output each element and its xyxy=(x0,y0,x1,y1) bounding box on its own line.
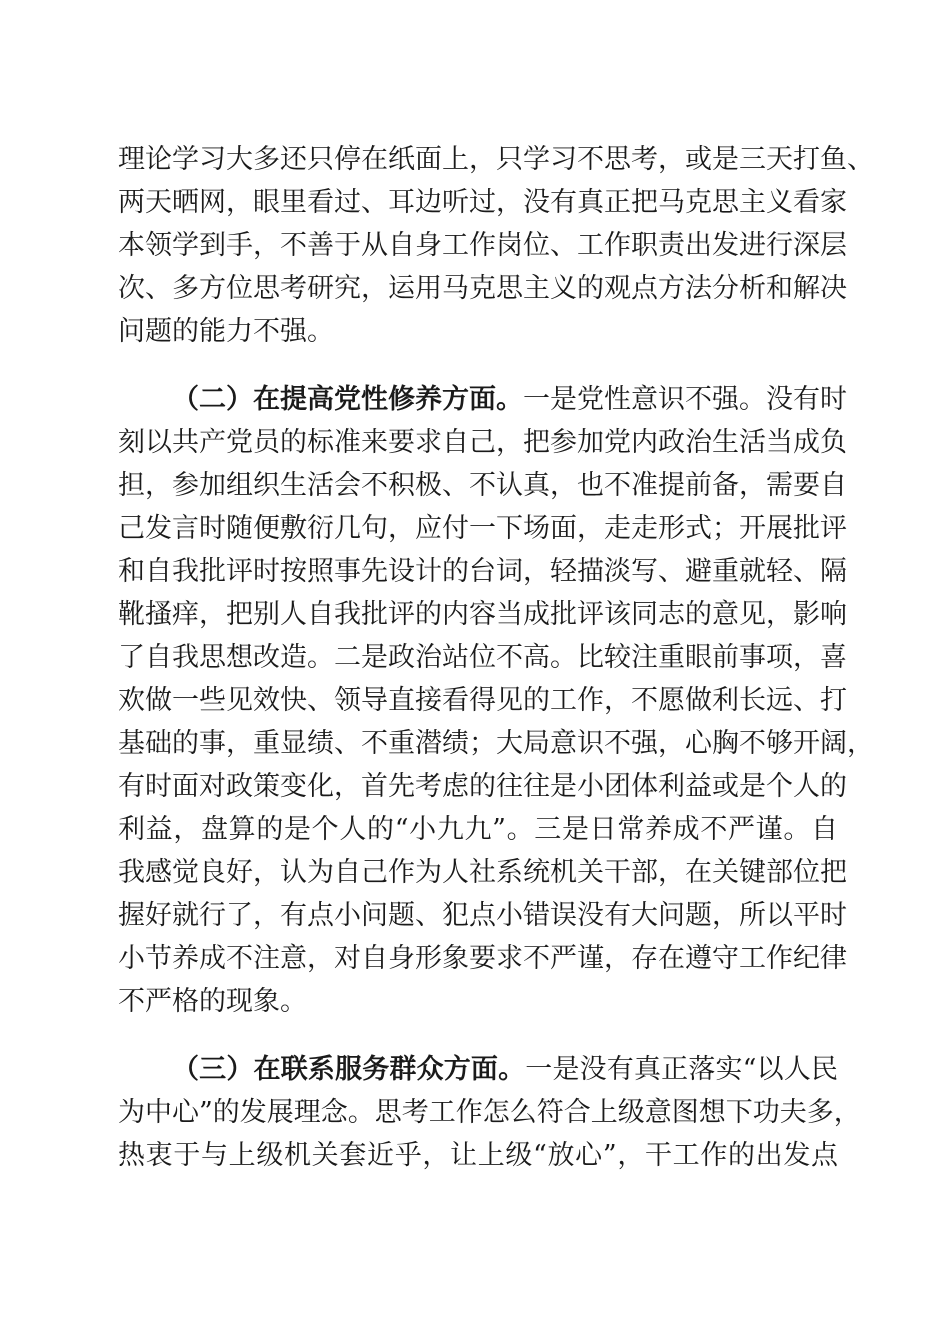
paragraph-3-line-2: 为中心”的发展理念。思考工作怎么符合上级意图想下功夫多， xyxy=(118,1097,861,1128)
paragraph-2-line-1 xyxy=(172,380,847,420)
paragraph-1-line-4: 次、多方位思考研究，运用马克思主义的观点方法分析和解决 xyxy=(118,273,847,304)
paragraph-2-line-2: 刻以共产党员的标准来要求自己，把参加党内政治生活当成负 xyxy=(118,427,847,458)
paragraph-1-line-1: 理论学习大多还只停在纸面上，只学习不思考，或是三天打鱼、 xyxy=(118,144,874,175)
paragraph-2-line-8: 欢做一些见效快、领导直接看得见的工作，不愿做利长远、打 xyxy=(118,685,847,716)
paragraph-2-line-15: 不严格的现象。 xyxy=(118,986,307,1017)
paragraph-2-first-line-rest: 一是党性意识不强。没有时 xyxy=(523,384,847,415)
paragraph-2-line-7: 了自我思想改造。二是政治站位不高。比较注重眼前事项，喜 xyxy=(118,642,847,673)
paragraph-2-line-3: 担，参加组织生活会不积极、不认真，也不准提前备，需要自 xyxy=(118,470,847,501)
paragraph-2-line-11: 利益，盘算的是个人的“小九九”。三是日常养成不严谨。自 xyxy=(118,814,838,845)
paragraph-3-heading: （三）在联系服务群众方面。 xyxy=(172,1054,526,1085)
paragraph-2-heading: （二）在提高党性修养方面。 xyxy=(172,384,523,415)
paragraph-1-line-2: 两天晒网，眼里看过、耳边听过，没有真正把马克思主义看家 xyxy=(118,187,847,218)
paragraph-2-line-5: 和自我批评时按照事先设计的台词，轻描淡写、避重就轻、隔 xyxy=(118,556,847,587)
paragraph-2-line-10: 有时面对政策变化，首先考虑的往往是小团体利益或是个人的 xyxy=(118,771,847,802)
paragraph-1-line-3: 本领学到手，不善于从自身工作岗位、工作职责出发进行深层 xyxy=(118,230,847,261)
paragraph-2-line-14: 小节养成不注意，对自身形象要求不严谨，存在遵守工作纪律 xyxy=(118,943,847,974)
paragraph-1-line-5: 问题的能力不强。 xyxy=(118,316,334,347)
paragraph-2-line-4: 己发言时随便敷衍几句，应付一下场面，走走形式；开展批评 xyxy=(118,513,847,544)
paragraph-2-line-9: 基础的事，重显绩、不重潜绩；大局意识不强，心胸不够开阔， xyxy=(118,728,874,759)
paragraph-2-line-12: 我感觉良好，认为自己作为人社系统机关干部，在关键部位把 xyxy=(118,857,847,888)
paragraph-2-line-13: 握好就行了，有点小问题、犯点小错误没有大问题，所以平时 xyxy=(118,900,847,931)
paragraph-3-line-1 xyxy=(172,1050,838,1090)
paragraph-3-first-line-rest: 一是没有真正落实“以人民 xyxy=(525,1054,839,1085)
paragraph-3-line-3: 热衷于与上级机关套近乎，让上级“放心”，干工作的出发点 xyxy=(118,1140,838,1171)
paragraph-2-line-6: 靴搔痒，把别人自我批评的内容当成批评该同志的意见，影响 xyxy=(118,599,847,630)
